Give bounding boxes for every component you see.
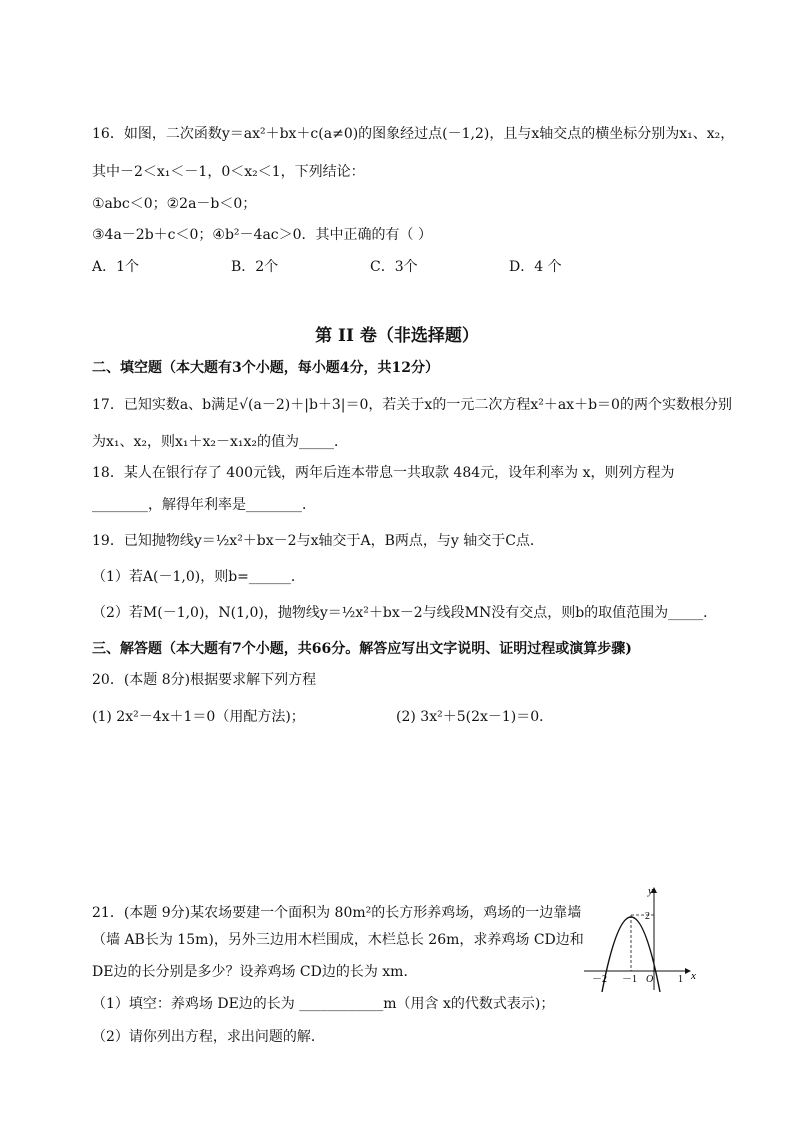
q20-line1: 20．(本题 8分)根据要求解下列方程 [92, 672, 317, 688]
q17-line2: 为x₁、x₂，则x₁＋x₂－x₁x₂的值为_____． [92, 434, 349, 450]
y-axis-label: y [648, 885, 653, 897]
q19-line1: 19．已知抛物线y＝½x²＋bx－2与x轴交于A，B两点，与y 轴交于C点． [92, 533, 544, 549]
q20-sub2: (2) 3x²＋5(2x－1)＝0． [396, 709, 554, 725]
q16-line4: ③4a－2b＋c＜0；④b²－4ac＞0．其中正确的有（ ） [92, 227, 432, 243]
y-tick-label: 2 [645, 911, 650, 922]
q21-line3: DE边的长分别是多少？设养鸡场 CD边的长为 xm． [92, 964, 418, 980]
q16-line3: ①abc＜0；②2a－b＜0； [92, 196, 257, 212]
q21-line2: （墙 AB长为 15m)，另外三边用木栏围成，木栏总长 26m，求养鸡场 CD边和 [92, 932, 584, 948]
q16-option-c: C．3个 [370, 259, 418, 275]
x-tick-label: 1 [678, 974, 683, 985]
q16-option-a: A．1个 [92, 259, 140, 275]
section2-heading: 二、填空题（本大题有3个小题，每小题4分，共12分） [92, 360, 439, 376]
q21-line1: 21．(本题 9分)某农场要建一个面积为 80m²的长方形养鸡场，鸡场的一边靠墙 [92, 905, 582, 921]
q16-line2: 其中－2＜x₁＜－1，0＜x₂＜1，下列结论： [92, 164, 365, 180]
q18-line2: ________，解得年利率是________． [92, 497, 316, 513]
x-axis-label: x [691, 970, 696, 982]
q21-sub2: （2）请你列出方程，求出问题的解． [92, 1029, 325, 1045]
q20-sub1: (1) 2x²－4x＋1＝0（用配方法)； [92, 709, 305, 725]
q16-option-b: B．2个 [231, 259, 279, 275]
q16-line1: 16．如图，二次函数y＝ax²＋bx＋c(a≠0)的图象经过点(－1,2)，且与x轴交点的横坐标分别为x₁、x₂， [92, 126, 735, 142]
x-tick-label: －2 [592, 974, 607, 985]
section3-heading: 三、解答题（本大题有7个小题，共66分。解答应写出文字说明、证明过程或演算步骤) [92, 641, 632, 657]
parabola-figure [578, 880, 708, 995]
q21-sub1: （1）填空：养鸡场 DE边的长为 ____________m（用含 x的代数式表示)； [92, 996, 555, 1012]
q17-line1: 17．已知实数a、b满足√(a－2)＋|b＋3|＝0，若关于x的一元二次方程x²＋ax＋b＝0的两个实数根分别 [92, 397, 732, 413]
x-tick-label: －1 [622, 974, 637, 985]
q19-sub2: （2）若M(－1,0)，N(1,0)，抛物线y＝½x²＋bx－2与线段MN没有交点，则b的取值范围为_____． [92, 605, 718, 621]
q16-option-d: D．4 个 [509, 259, 562, 275]
q18-line1: 18．某人在银行存了 400元钱，两年后连本带息一共取款 484元，设年利率为 x，则列方程为 [92, 465, 675, 481]
origin-label: O [646, 974, 654, 985]
q19-sub1: （1）若A(－1,0)，则b=______． [92, 569, 305, 585]
part2-title: 第 II 卷（非选择题） [315, 326, 479, 346]
